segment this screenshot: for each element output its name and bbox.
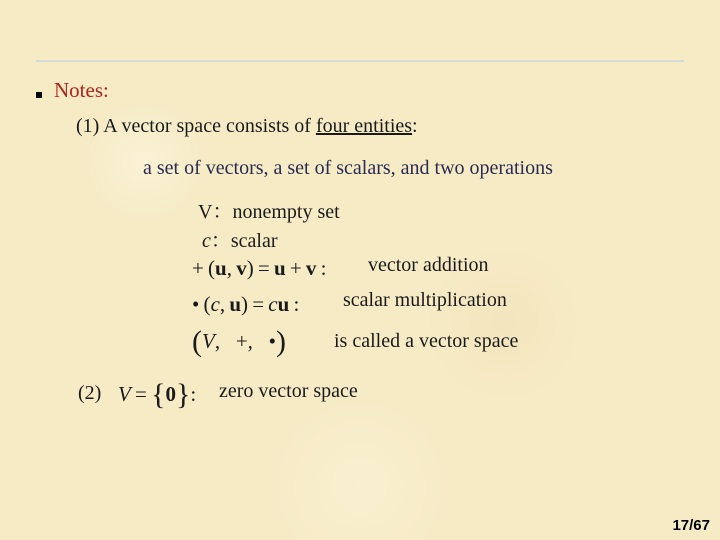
c-description: ：scalar [210, 230, 278, 252]
scalar-mult-description: scalar multiplication [343, 289, 507, 311]
scalar-mult-formula: • (c, u) = cu : [192, 292, 300, 316]
addition-description: vector addition [368, 254, 489, 276]
notes-heading: Notes: [54, 78, 109, 102]
top-divider-line [36, 60, 684, 62]
definition-c [202, 224, 278, 253]
zero-space-description: zero vector space [219, 380, 358, 402]
page-number: 17/67 [672, 517, 710, 534]
definition-V [198, 195, 340, 224]
item-1-underlined: four entities [315, 115, 413, 137]
bullet-marker [36, 92, 42, 98]
vector-space-description: is called a vector space [334, 330, 519, 352]
item-1-prefix: (1) A vector space consists of [76, 115, 316, 137]
item-1-suffix: : [412, 115, 418, 137]
V-symbol: V [198, 201, 213, 223]
item-1-text [76, 115, 418, 138]
entities-line: a set of vectors, a set of scalars, and two operations [143, 157, 553, 179]
addition-formula: + (u, v) = u + v : [192, 256, 327, 280]
V-description: ：nonempty set [212, 201, 340, 223]
zero-space-formula: V = {0}: [118, 378, 197, 411]
item-2-number: (2) [78, 382, 102, 404]
vector-space-tuple: (V, +, •) [192, 325, 287, 358]
c-symbol: c [202, 230, 211, 252]
